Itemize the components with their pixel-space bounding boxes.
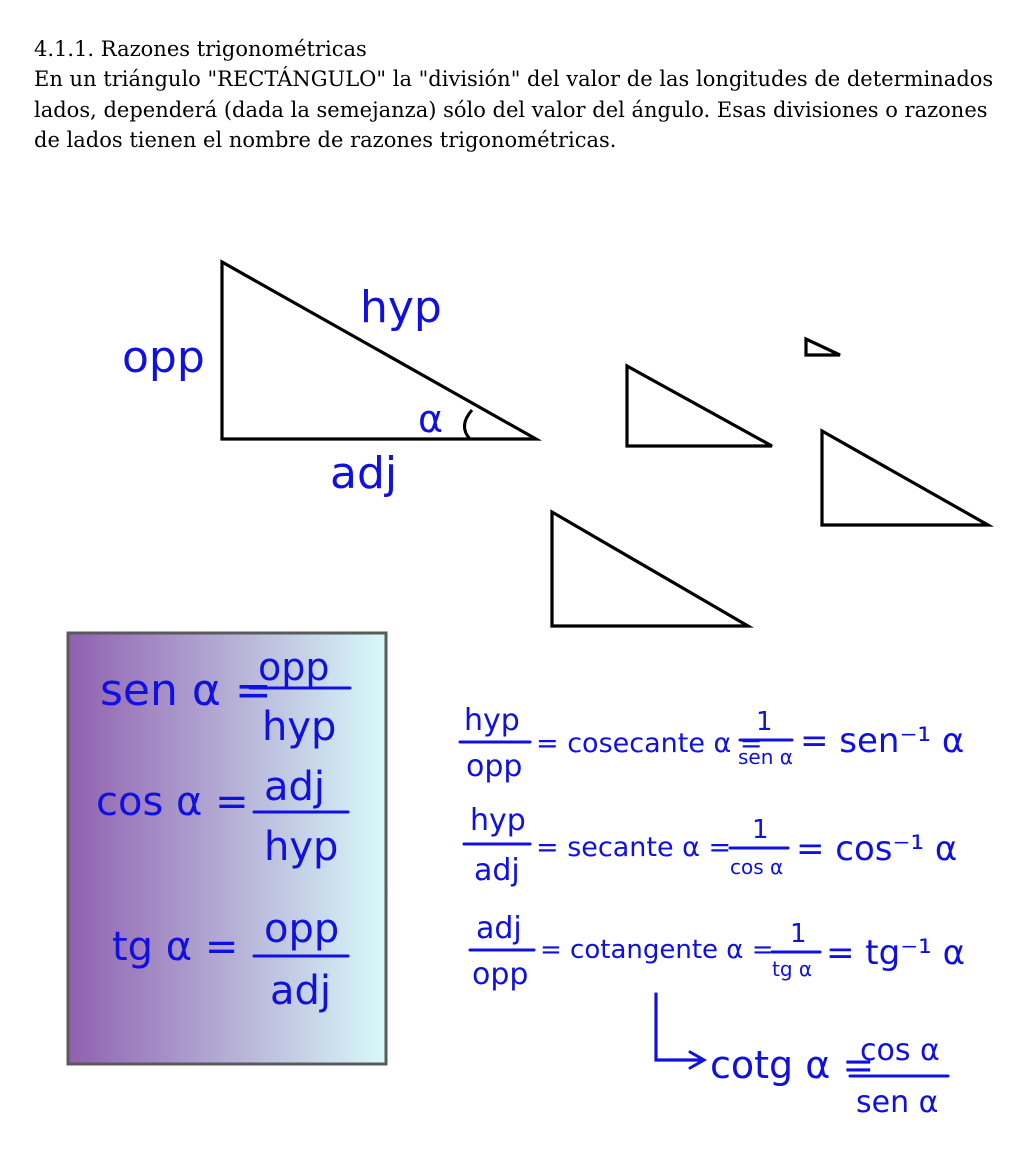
- tg-denominator: adj: [270, 968, 332, 1014]
- tg-lhs: tg α =: [112, 924, 239, 970]
- cotg-inverse: = tg⁻¹ α: [826, 933, 966, 973]
- cotg-alt-numerator: cos α: [860, 1033, 940, 1068]
- similar-triangle-tiny: [806, 339, 840, 355]
- sec-denominator: adj: [474, 853, 520, 888]
- cotg-alt-lhs: cotg α =: [710, 1043, 875, 1087]
- similar-triangle-1: [627, 366, 772, 446]
- sen-denominator: hyp: [262, 704, 337, 750]
- cotg-text: = cotangente α =: [540, 935, 774, 965]
- cosec-one: 1: [756, 707, 773, 737]
- cotg-numerator: adj: [476, 911, 522, 946]
- cotg-one: 1: [790, 919, 807, 949]
- similar-triangles: [552, 339, 988, 626]
- sec-numerator: hyp: [470, 803, 526, 838]
- intro-paragraph: En un triángulo "RECTÁNGULO" la "división" del valor de las longitudes de determinados lados, dependerá (dada la semejanza) sólo del valor del ángulo. Esas divisiones o razones de lados tienen el nombre de razones trigonométricas.: [34, 67, 994, 153]
- cosec-denominator: opp: [466, 749, 523, 784]
- cos-numerator: adj: [264, 764, 326, 810]
- section-heading: 4.1.1. Razones trigonométricas: [34, 37, 367, 61]
- sen-lhs: sen α =: [100, 665, 272, 716]
- cosec-numerator: hyp: [464, 703, 520, 738]
- label-hyp: hyp: [360, 282, 442, 333]
- angle-arc: [464, 410, 472, 439]
- cotg-tg: tg α: [772, 957, 813, 981]
- cosec-sen: sen α: [738, 745, 793, 769]
- sec-text: = secante α =: [536, 832, 732, 863]
- reciprocal-ratios: [460, 703, 965, 1120]
- tg-numerator: opp: [264, 906, 340, 952]
- sen-numerator: opp: [258, 645, 330, 689]
- sec-inverse: = cos⁻¹ α: [796, 829, 958, 869]
- cos-lhs: cos α =: [96, 779, 249, 825]
- cosec-text: = cosecante α =: [536, 728, 763, 759]
- derivation-arrow: [656, 994, 700, 1060]
- similar-triangle-2: [822, 431, 988, 525]
- cosec-inverse: = sen⁻¹ α: [800, 721, 965, 761]
- sec-one: 1: [752, 815, 769, 845]
- definitions-box: [68, 633, 386, 1064]
- cotg-denominator: opp: [472, 957, 529, 992]
- similar-triangle-3: [552, 512, 748, 626]
- cos-denominator: hyp: [264, 824, 339, 870]
- main-triangle: [122, 262, 536, 499]
- label-alpha: α: [418, 397, 444, 441]
- label-adj: adj: [330, 448, 398, 499]
- label-opp: opp: [122, 332, 205, 383]
- sec-cos: cos α: [730, 855, 784, 879]
- cotg-alt-denominator: sen α: [856, 1085, 939, 1120]
